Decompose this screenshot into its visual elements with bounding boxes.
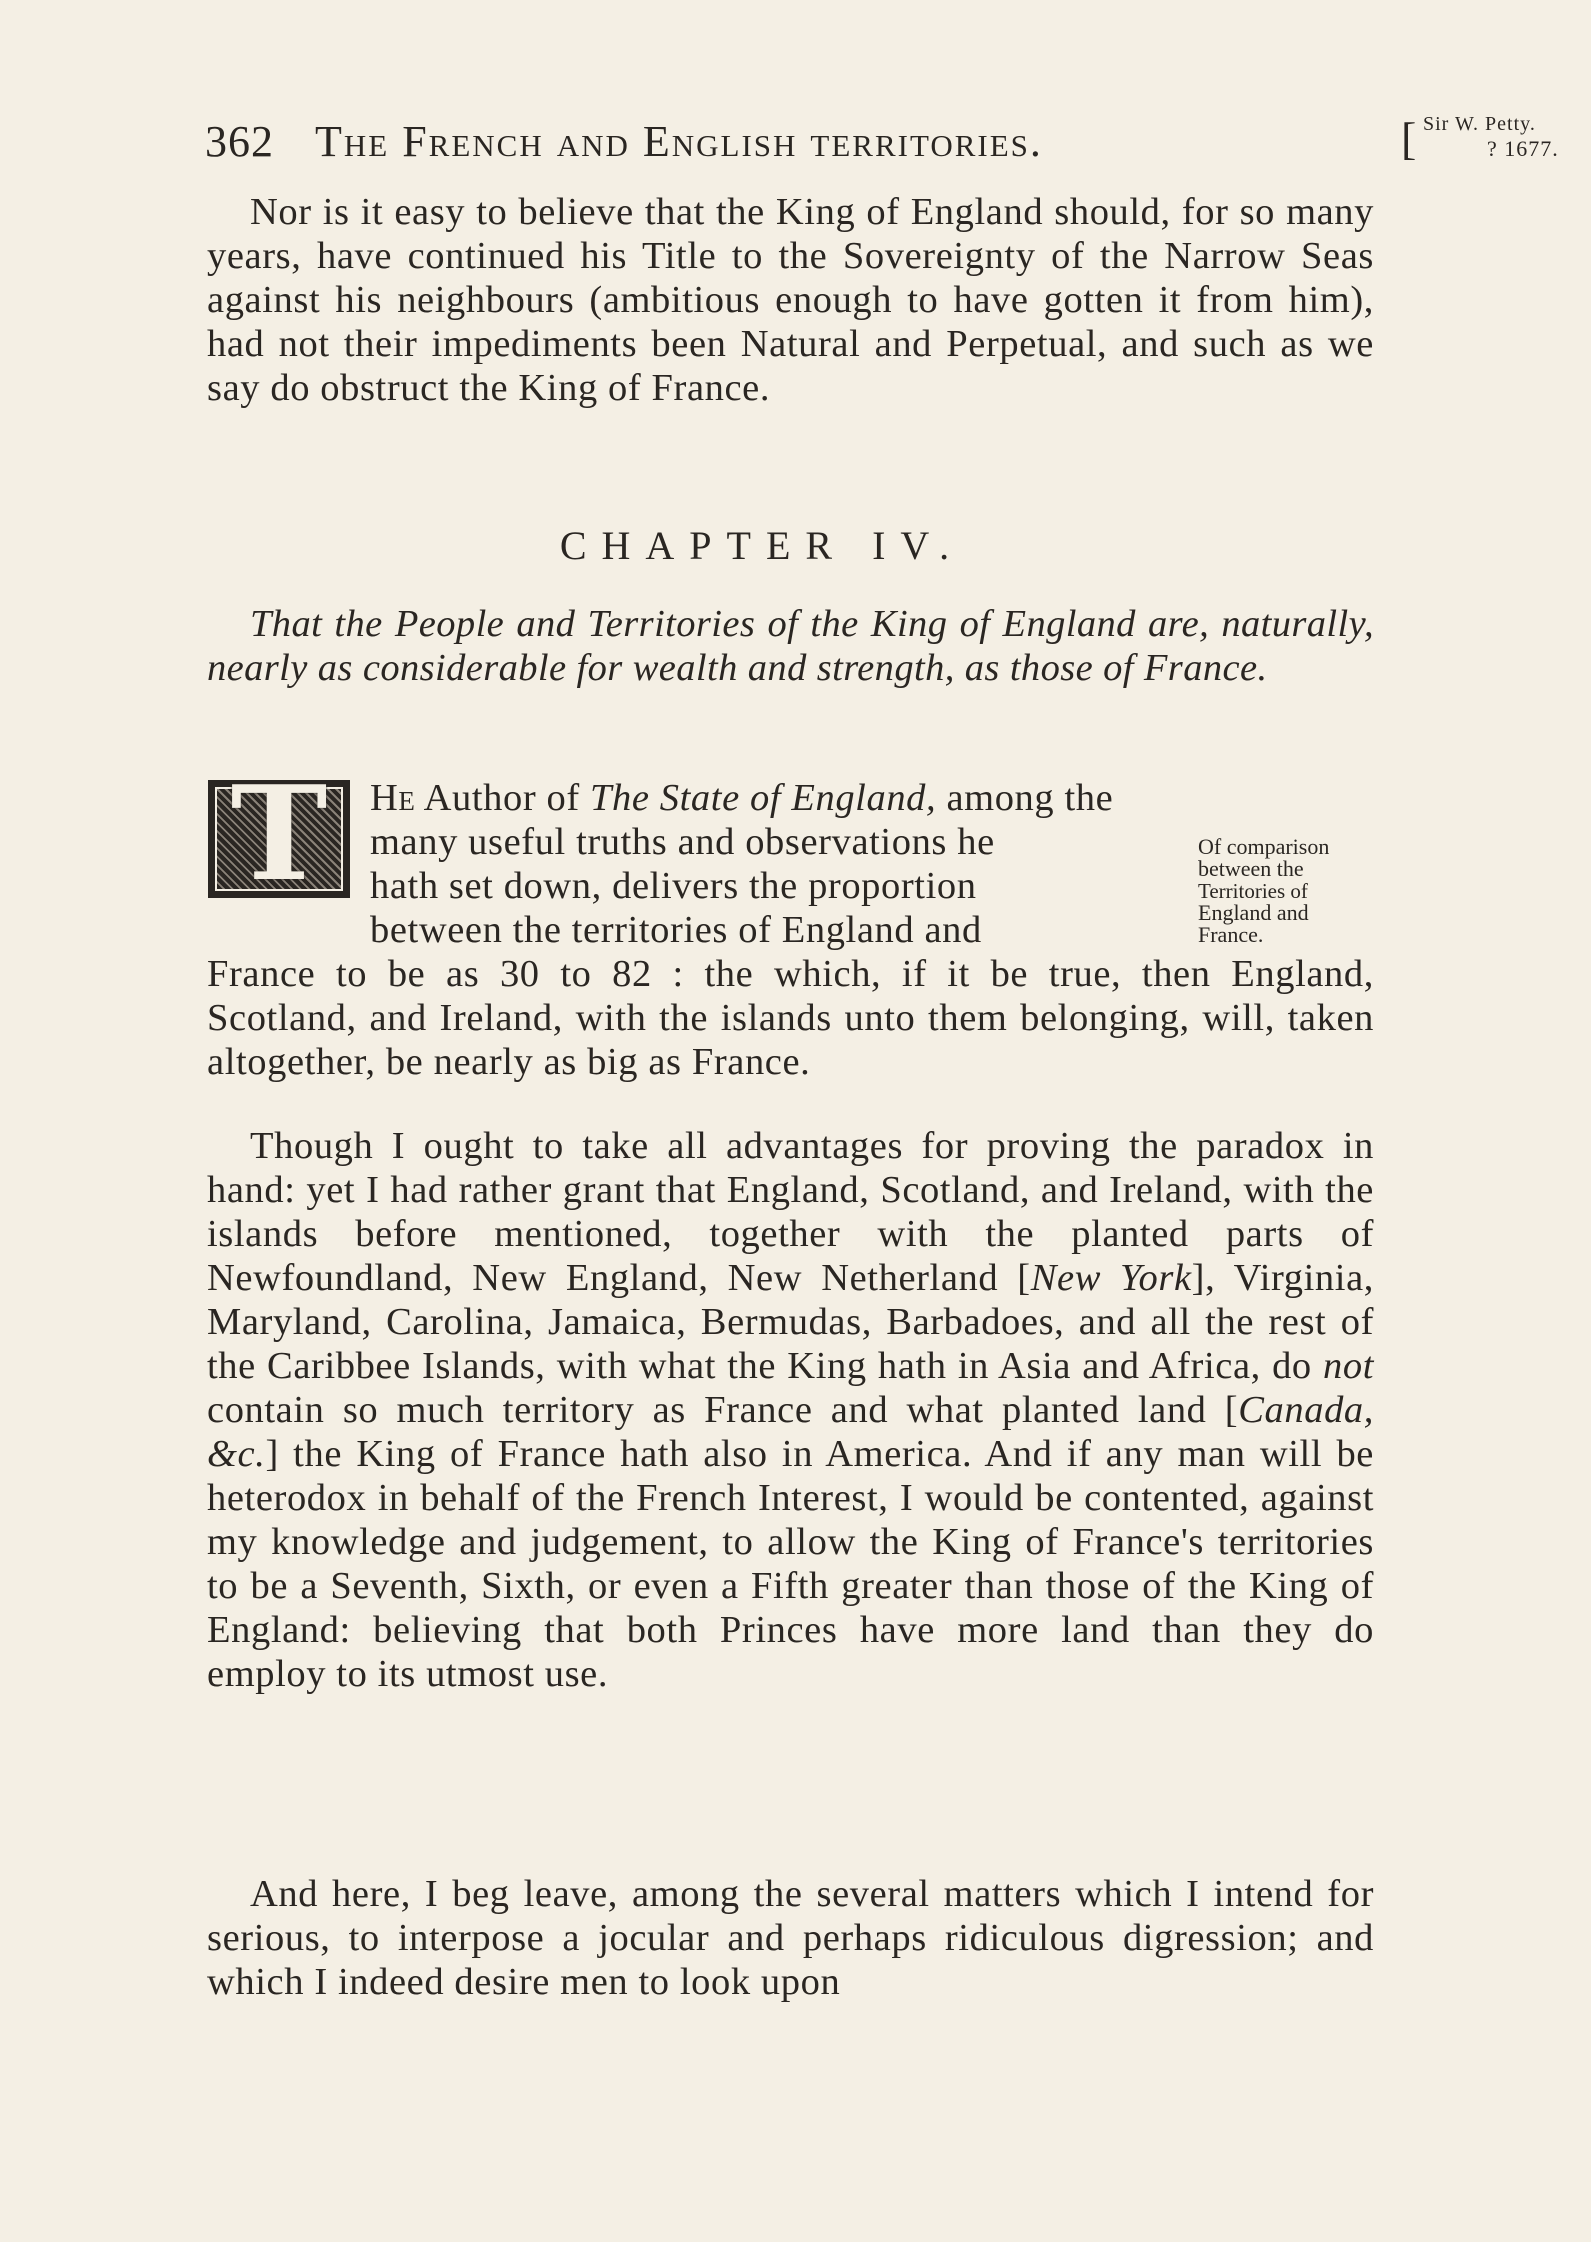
page-number: 362	[205, 117, 274, 166]
paragraph-2-line-4: between the territories of England and	[370, 909, 982, 951]
margin-note-line-4: England and	[1198, 900, 1309, 925]
bracket-note-date: ? 1677.	[1487, 136, 1559, 161]
p3-italic-not: not	[1323, 1345, 1374, 1387]
paragraph-1-text: Nor is it easy to believe that the King of England should, for so many years, have continued his Title to the Sovereignty of the Narrow Seas against his neighbours (ambitious enough to have gotten it from him), had not their impediments been Natural and Perpetual, and such as we say do obstruct the King of France.	[207, 191, 1374, 409]
margin-note-line-1: Of comparison	[1198, 834, 1330, 859]
line-1-end: among the	[936, 777, 1114, 819]
paragraph-2-line-1	[370, 776, 1374, 820]
paragraph-2-line-3: hath set down, delivers the proportion	[370, 865, 977, 907]
bracket-note-author: Sir W. Petty.	[1423, 113, 1536, 135]
paragraph-4	[207, 1872, 1374, 2004]
drop-cap-letter: T	[230, 757, 328, 910]
left-bracket: [	[1401, 113, 1418, 164]
p3-part-c: contain so much territory as France and what planted land [	[207, 1389, 1239, 1431]
paragraph-2-line-2: many useful truths and observations he	[370, 821, 995, 863]
paragraph-1	[207, 190, 1374, 410]
book-title: The State of England,	[590, 777, 937, 819]
line-1-text: Author of	[415, 777, 590, 819]
ornamental-drop-cap	[208, 757, 350, 910]
paragraph-2-continued: France to be as 30 to 82 : the which, if it be true, then England, Scotland, and Ireland, with the islands unto them belonging, will, taken altogether, be nearly as big as France.	[207, 953, 1374, 1083]
margin-note-line-2: between the	[1198, 856, 1304, 881]
margin-note-line-5: France.	[1198, 922, 1264, 947]
running-title: The French and English territories.	[315, 117, 1043, 166]
chapter-heading: CHAPTER IV.	[559, 523, 965, 568]
running-head	[205, 108, 1559, 172]
p3-italic-canada: Canada, &c.	[207, 1389, 1374, 1475]
chapter-subtitle: That the People and Territories of the King of England are, naturally, nearly as considerable for wealth and strength, as those of France.	[207, 603, 1374, 689]
p3-part-b: ], Virginia, Maryland, Carolina, Jamaica, Bermudas, Barbadoes, and all the rest of the Caribbee Islands, with what the King hath in Asia and Africa, do	[207, 1257, 1374, 1387]
paragraph-4-text: And here, I beg leave, among the several matters which I intend for serious, to interpose a jocular and perhaps ridiculous digression; and which I indeed desire men to look upon	[207, 1873, 1374, 2003]
margin-note-line-3: Territories of	[1198, 879, 1308, 903]
bracket-note	[1401, 108, 1591, 172]
opening-word: He	[370, 777, 416, 819]
p3-italic-new-york: New York	[1030, 1257, 1192, 1299]
p3-part-a: Though I ought to take all advantages for proving the paradox in hand: yet I had rather grant that England, Scotland, and Ireland, with the islands before mentioned, together with the planted parts of Newfoundland, New England, New Netherland [	[207, 1125, 1374, 1299]
p3-part-d: ] the King of France hath also in America. And if any man will be heterodox in behalf of the French Interest, I would be contented, against my knowledge and judgement, to allow the King of France's territories to be a Seventh, Sixth, or even a Fifth greater than those of the King of England: believing that both Princes have more land than they do employ to its utmost use.	[207, 1433, 1374, 1695]
paragraph-3-text	[207, 1124, 1374, 1696]
margin-note	[1198, 836, 1378, 946]
paragraph-3	[207, 1124, 1374, 1696]
